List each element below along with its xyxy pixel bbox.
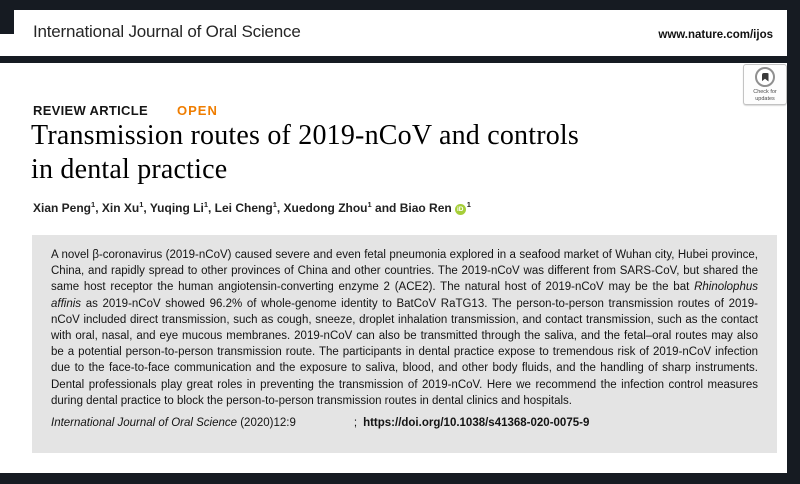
author: Biao Ren $iD^1$	[399, 200, 471, 215]
update-bookmark-icon	[755, 67, 775, 87]
viewer-top-left-notch	[0, 0, 14, 34]
article-title-line1: Transmission routes of 2019-nCoV and controls	[31, 120, 579, 151]
journal-site-url: www.nature.com/ijos	[658, 29, 773, 41]
citation-separator: ;	[353, 417, 358, 430]
header-rule-bar	[0, 56, 800, 63]
badge-label: Check for updates	[753, 89, 777, 102]
check-for-updates-badge[interactable]	[743, 64, 787, 105]
author: Yuqing Li$^1$,	[149, 200, 215, 215]
orcid-icon[interactable]: iD	[455, 204, 466, 215]
citation-journal: International Journal of Oral Science	[51, 417, 238, 430]
author: Lei Cheng$^1$,	[214, 200, 284, 215]
journal-title: International Journal of Oral Science	[33, 22, 301, 41]
citation-line	[51, 417, 758, 429]
article-title	[31, 119, 579, 187]
author-list	[33, 200, 471, 215]
author: Xin Xu$^1$,	[101, 200, 150, 215]
open-access-label: OPEN	[177, 103, 218, 118]
article-type-label: REVIEW ARTICLE	[33, 103, 148, 118]
doi-link[interactable]: https://doi.org/10.1038/s41368-020-0075-9	[363, 417, 590, 430]
viewer-bottom-strip	[0, 473, 800, 484]
bookmark-glyph	[762, 73, 769, 82]
viewer-right-strip	[787, 0, 800, 484]
author: Xian Peng$^1$,	[33, 200, 102, 215]
author: Xuedong Zhou$^1$ and	[283, 200, 400, 215]
species-name-italic: Rhinolophus affinis	[51, 281, 758, 310]
abstract-box	[32, 235, 777, 453]
abstract-text: A novel β-coronavirus (2019-nCoV) caused severe and even fetal pneumonia explored in a seafood market of Wuhan city, Hubei province, China, and rapidly spread to other provinces of China and other countries. The 2019-nCoV was different from SARS-CoV, but shared the same host receptor the human angiotensin-converting enzyme 2 (ACE2). The natural host of 2019-nCoV may be the bat Rhinolophus affinis as 2019-nCoV showed 96.2% of whole-genome identity to BatCoV RaTG13. The person-to-person transmission routes of 2019-nCoV included direct transmission, such as cough, sneeze, droplet inhalation transmission, and contact transmission, such as the contact with oral, nasal, and eye mucous membranes. 2019-nCoV can also be transmitted through the saliva, and the fetal–oral routes may also be a potential person-to-person transmission route. The participants in dental practice expose to tremendous risk of 2019-nCoV infection due to the face-to-face communication and the exposure to saliva, blood, and other body fluids, and the handling of sharp instruments. Dental professionals play great roles in preventing the transmission of 2019-nCoV. Here we recommend the infection control measures during dental practice to block the person-to-person transmission routes in dental clinics and hospitals.	[51, 249, 758, 407]
article-title-line2: in dental practice	[31, 154, 228, 185]
viewer-top-strip	[0, 0, 800, 10]
citation-volume: (2020)12:9	[237, 417, 296, 430]
